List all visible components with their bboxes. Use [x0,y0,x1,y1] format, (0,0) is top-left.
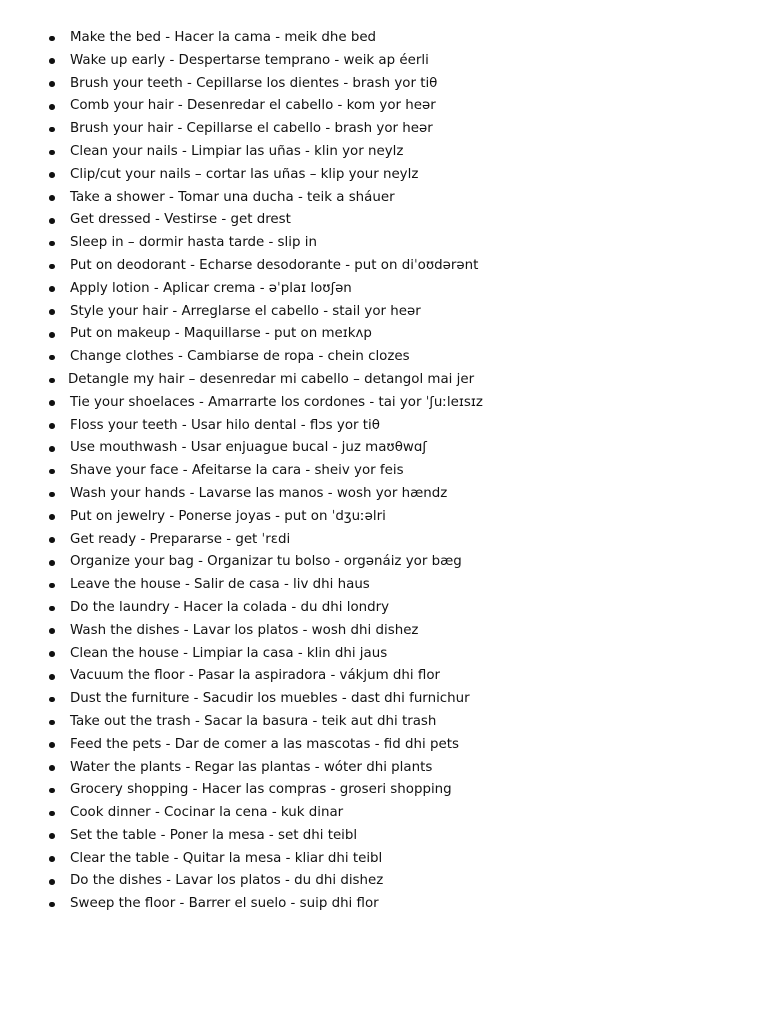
list-item [48,392,483,415]
phrase-text: Wash the dishes - Lavar los platos - wosh dhi dishez [70,622,419,638]
list-item [48,688,483,711]
list-item [48,437,483,460]
list-item [48,27,483,50]
bullet-icon [49,879,55,885]
phrase-text: Do the dishes - Lavar los platos - du dhi dishez [70,873,384,889]
list-item [48,369,483,392]
phrase-text: Brush your hair - Cepillarse el cabello - brash yor heər [70,121,433,137]
bullet-icon [49,651,55,657]
bullet-icon [49,492,55,498]
bullet-icon [49,332,55,338]
bullet-icon [49,742,55,748]
phrase-text: Take a shower - Tomar una ducha - teik a sháuer [70,189,395,205]
bullet-icon [49,720,55,726]
bullet-icon [49,423,55,429]
bullet-icon [49,514,55,520]
bullet-icon [49,241,55,247]
bullet-icon [49,81,55,87]
bullet-icon [49,811,55,817]
bullet-icon [49,606,55,612]
bullet-icon [49,697,55,703]
list-item [48,734,483,757]
list-item [48,825,483,848]
bullet-icon [49,788,55,794]
phrase-text: Shave your face - Afeitarse la cara - sheiv yor feis [70,463,404,479]
bullet-icon [49,674,55,680]
phrase-text: Clean your nails - Limpiar las uñas - klin yor neylz [70,143,404,159]
phrase-text: Get ready - Prepararse - get ˈrɛdi [70,531,291,547]
phrase-text: Comb your hair - Desenredar el cabello - kom yor heər [70,98,436,114]
bullet-icon [49,400,55,406]
list-item [48,118,483,141]
phrase-text: Get dressed - Vestirse - get drest [70,212,291,228]
phrase-text: Detangle my hair – desenredar mi cabello – detangol mai jer [68,371,475,387]
bullet-icon [49,560,55,566]
bullet-icon [49,104,55,110]
phrase-text: Make the bed - Hacer la cama - meik dhe bed [70,30,377,45]
list-item [48,757,483,780]
bullet-icon [49,537,55,543]
list-item [48,415,483,438]
list-item [48,620,483,643]
list-item [48,278,483,301]
phrase-text: Clip/cut your nails – cortar las uñas – klip your neylz [70,166,419,182]
bullet-icon [49,856,55,862]
list-item [48,50,483,73]
list-item [48,643,483,666]
bullet-icon [49,902,55,908]
list-item [48,232,483,255]
list-item [48,209,483,232]
bullet-icon [49,469,55,475]
phrase-text: Put on jewelry - Ponerse joyas - put on ˈdʒuːəlri [70,508,386,524]
phrase-text: Change clothes - Cambiarse de ropa - chein clozes [70,349,410,365]
phrase-text: Style your hair - Arreglarse el cabello - stail yor heər [70,303,421,319]
bullet-icon [49,36,55,42]
phrase-text: Tie your shoelaces - Amarrarte los cordones - tai yor ˈʃuːleɪsɪz [70,394,483,410]
phrase-text: Put on makeup - Maquillarse - put on meɪkʌp [70,326,372,342]
phrase-text: Set the table - Poner la mesa - set dhi teibl [70,827,358,843]
list-item [48,779,483,802]
phrase-text: Brush your teeth - Cepillarse los dientes - brash yor tiθ [70,75,438,91]
phrase-text: Clear the table - Quitar la mesa - kliar dhi teibl [70,850,383,866]
bullet-icon [49,628,55,634]
list-item [48,848,483,871]
bullet-icon [49,286,55,292]
list-item [48,255,483,278]
phrase-text: Use mouthwash - Usar enjuague bucal - juz maʊθwɑʃ [70,440,427,456]
bullet-icon [49,765,55,771]
list-item [48,460,483,483]
list-item [48,802,483,825]
phrase-text: Do the laundry - Hacer la colada - du dhi londry [70,599,390,615]
bullet-icon [49,264,55,270]
phrase-text: Sleep in – dormir hasta tarde - slip in [70,235,317,251]
list-item [48,870,483,893]
list-item [48,665,483,688]
phrase-text: Cook dinner - Cocinar la cena - kuk dinar [70,805,344,821]
bullet-icon [49,172,55,178]
bullet-icon [49,446,55,452]
phrase-text: Wake up early - Despertarse temprano - weik ap éerli [70,52,429,68]
bullet-icon [49,309,55,315]
list-item [48,529,483,552]
bullet-icon [49,127,55,133]
list-item [48,597,483,620]
list-item [48,73,483,96]
bullet-icon [49,833,55,839]
phrase-text: Clean the house - Limpiar la casa - klin dhi jaus [70,645,388,661]
list-item [48,551,483,574]
phrase-text: Wash your hands - Lavarse las manos - wosh yor hændz [70,485,448,501]
phrase-text: Organize your bag - Organizar tu bolso - orgənáiz yor bæg [70,554,462,570]
phrase-text: Floss your teeth - Usar hilo dental - flɔs yor tiθ [70,417,380,433]
bullet-icon [49,58,55,64]
list-item [48,711,483,734]
bullet-icon [49,218,55,224]
phrase-text: Vacuum the floor - Pasar la aspiradora - vákjum dhi flor [70,668,441,684]
list-item [48,301,483,324]
phrase-text: Leave the house - Salir de casa - liv dhi haus [70,577,370,593]
list-item [48,95,483,118]
bullet-icon [49,150,55,156]
list-item [48,483,483,506]
phrase-text: Dust the furniture - Sacudir los muebles - dast dhi furnichur [70,691,470,707]
phrase-text: Water the plants - Regar las plantas - wóter dhi plants [70,759,433,775]
bullet-icon [49,355,55,361]
phrase-text: Feed the pets - Dar de comer a las mascotas - fid dhi pets [70,736,459,752]
phrase-text: Sweep the floor - Barrer el suelo - suip dhi flor [70,896,379,912]
list-item [48,323,483,346]
phrase-text: Grocery shopping - Hacer las compras - groseri shopping [70,782,452,798]
list-item [48,346,483,369]
list-item [48,506,483,529]
phrase-list [48,27,483,916]
bullet-icon [49,195,55,201]
bullet-icon [49,583,55,589]
list-item [48,164,483,187]
list-item [48,893,483,916]
phrase-text: Apply lotion - Aplicar crema - əˈplaɪ loʊʃən [70,280,352,296]
phrase-text: Put on deodorant - Echarse desodorante - put on diˈoʊdərənt [70,257,479,273]
list-item [48,141,483,164]
list-item [48,187,483,210]
list-item [48,574,483,597]
bullet-icon [49,378,55,384]
phrase-text: Take out the trash - Sacar la basura - teik aut dhi trash [70,713,437,729]
